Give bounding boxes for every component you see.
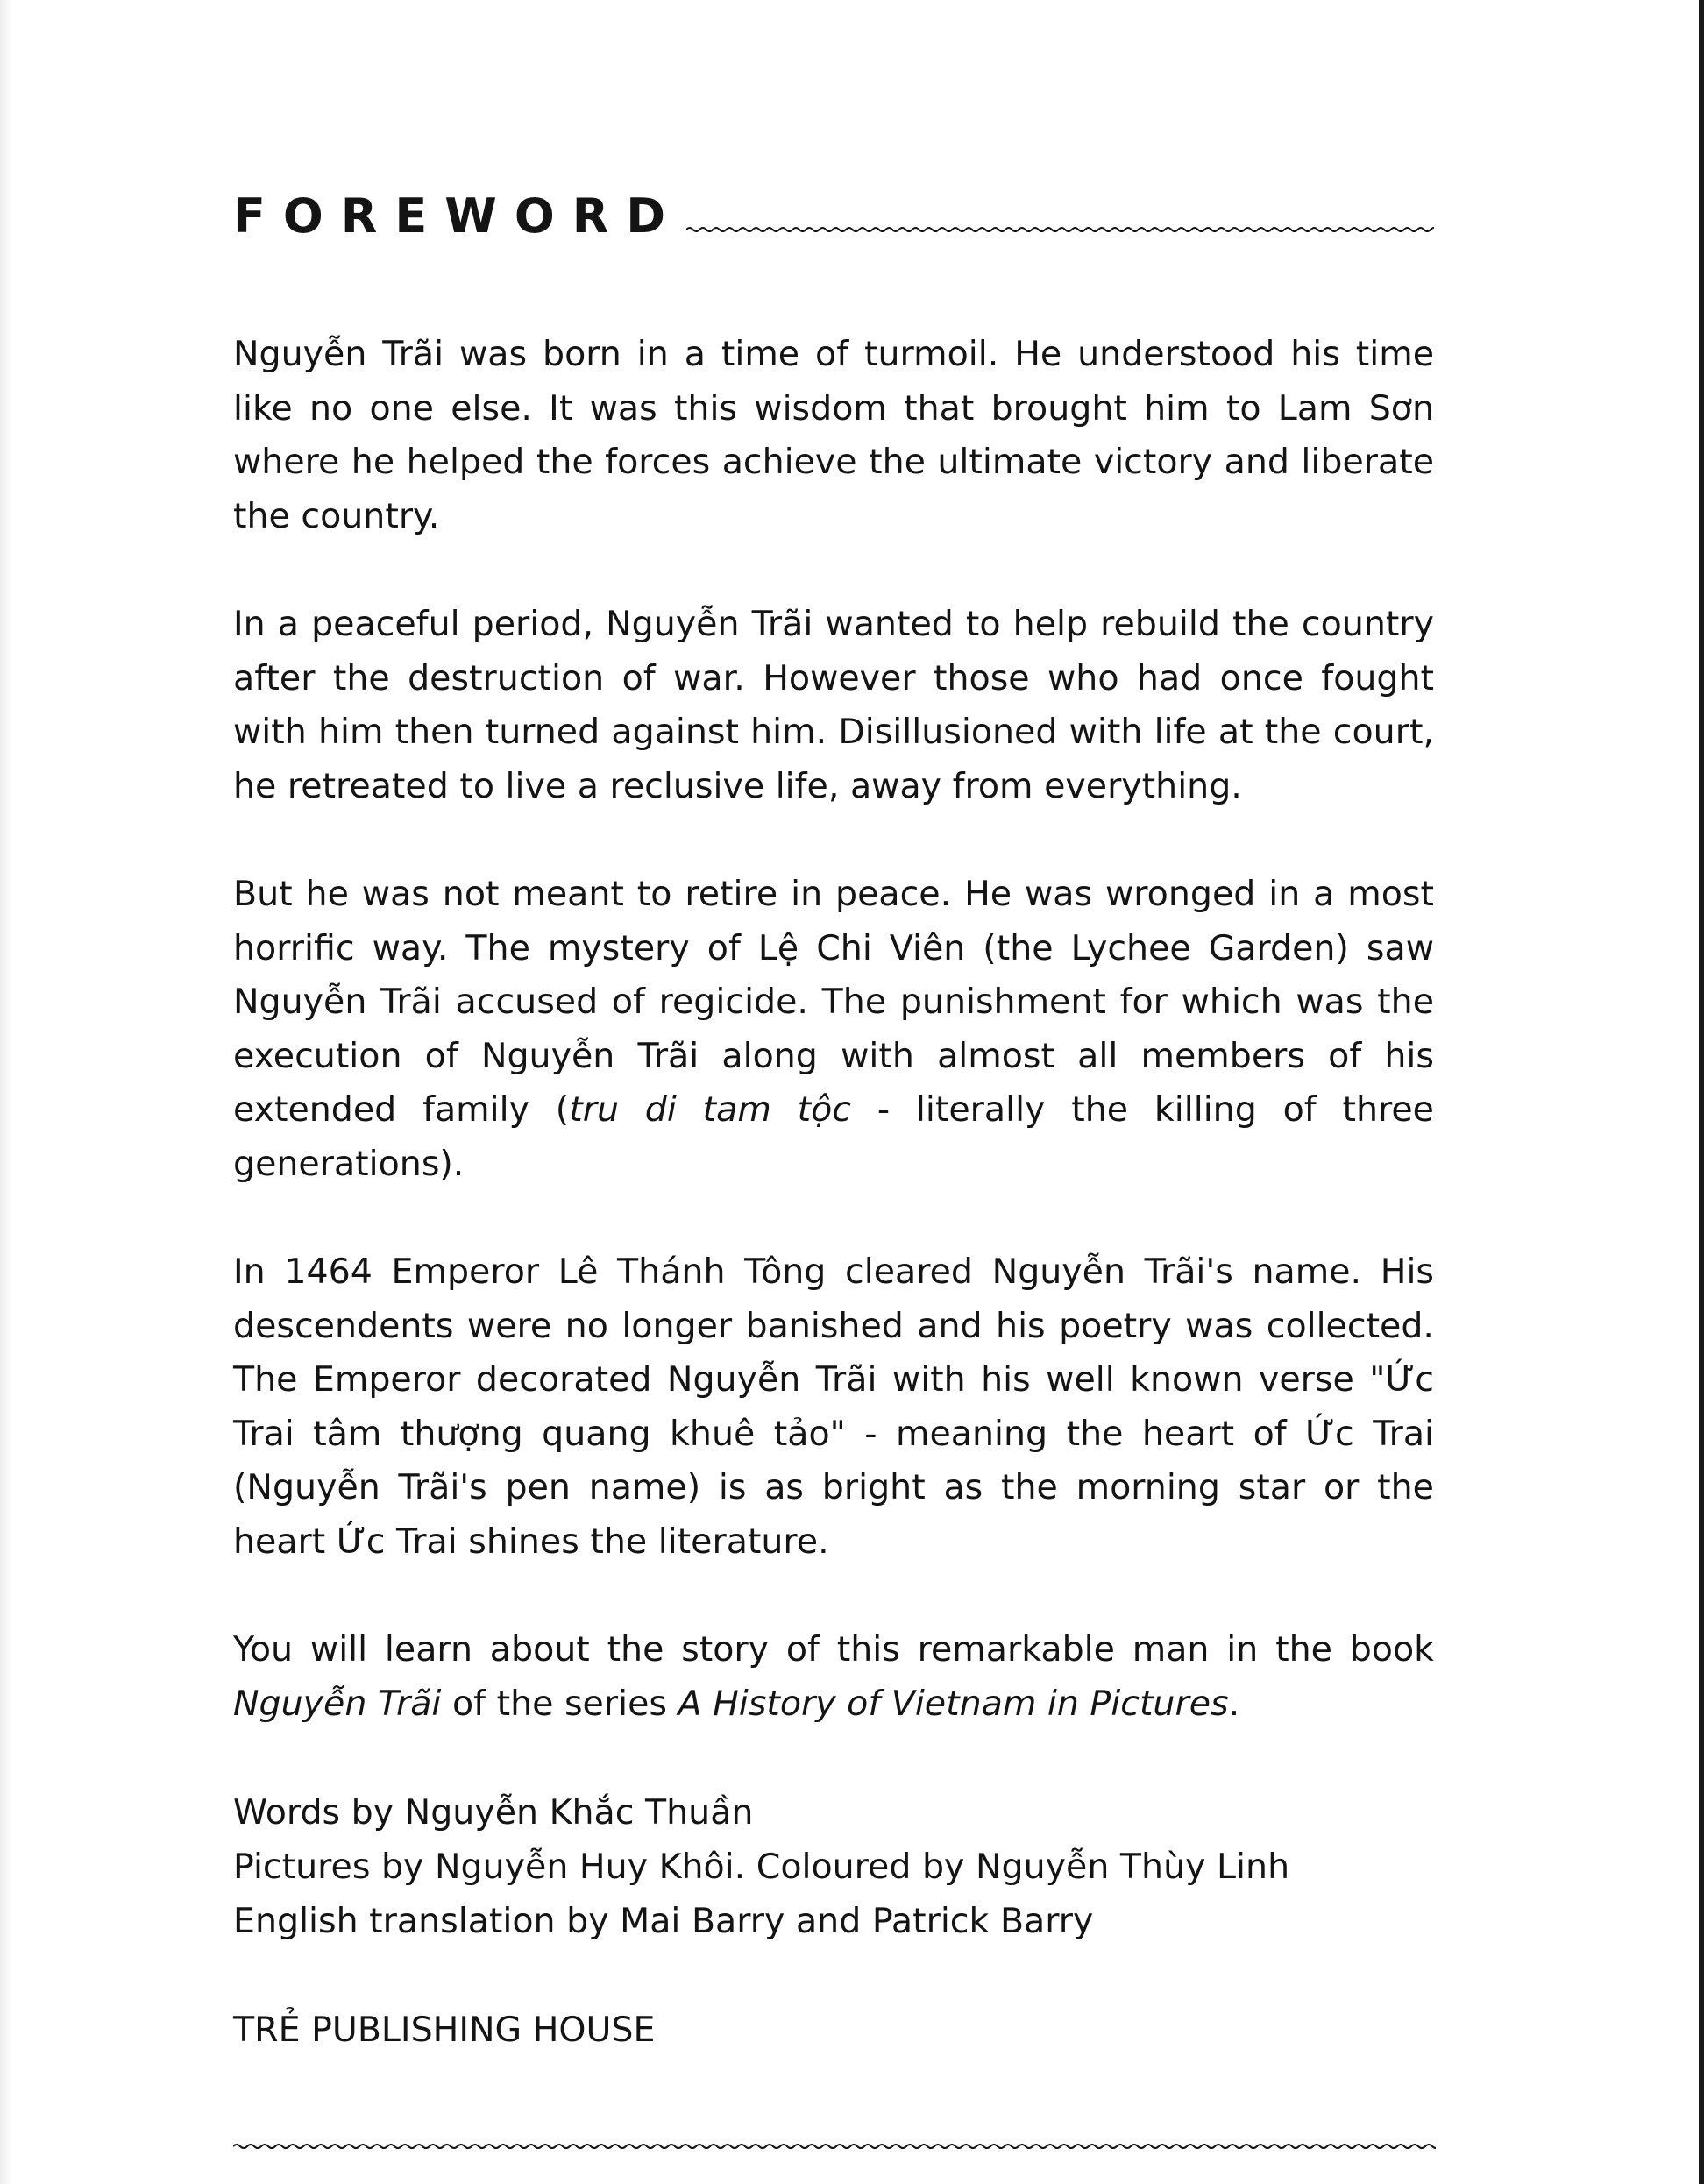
series-title: A History of Vietnam in Pictures (678, 1683, 1229, 1724)
credits-block (233, 1785, 1434, 1948)
heading-row (233, 167, 1434, 244)
credit-words: Words by Nguyễn Khắc Thuần (233, 1792, 754, 1833)
paragraph-5-text-c: . (1228, 1683, 1240, 1724)
paragraph-5-text-a: You will learn about the story of this remarkable man in the book (233, 1629, 1434, 1670)
paragraph-5 (233, 1623, 1434, 1731)
paragraph-2: In a peaceful period, Nguyễn Trãi wanted to help rebuild the country after the destruction of war. However those who had once fought with him then turned against him. Disillusioned with life at the court, he retreated to live a reclusive life, away from everything. (233, 604, 1434, 806)
paragraph-3-italic-term: tru di tam tộc (569, 1089, 852, 1130)
credit-translation: English translation by Mai Barry and Patrick Barry (233, 1901, 1094, 1941)
page-edge-shadow (0, 0, 12, 2184)
paragraph-1: Nguyễn Trãi was born in a time of turmoil. He understood his time like no one else. It was this wisdom that brought him to Lam Sơn where he helped the forces achieve the ultimate victory and liberate the country. (233, 334, 1434, 536)
heading-wavy-rule (686, 224, 1434, 235)
paragraph-4: In 1464 Emperor Lê Thánh Tông cleared Nguyễn Trãi's name. His descendents were no longer banished and his poetry was collected. The Emperor decorated Nguyễn Trãi with his well known verse "Ức Trai tâm thượng quang khuê tảo" - meaning the heart of Ức Trai (Nguyễn Trãi's pen name) is as bright as the morning star or the heart Ức Trai shines the literature. (233, 1252, 1434, 1562)
bottom-wavy-rule (233, 2141, 1436, 2152)
paragraph-3 (233, 868, 1434, 1191)
foreword-page (233, 167, 1434, 2152)
book-title: Nguyễn Trãi (233, 1683, 442, 1724)
page-edge-border (1699, 0, 1704, 2184)
paragraph-3-text-b: - literally the killing of three generations). (233, 1089, 1434, 1184)
paragraph-5-text-b: of the series (441, 1683, 678, 1724)
page-title: FOREWORD (233, 188, 684, 244)
publisher-name: TRẺ PUBLISHING HOUSE (233, 2010, 656, 2050)
paragraph-3-text-a: But he was not meant to retire in peace. He was wronged in a most horrific way. The mystery of Lệ Chi Viên (the Lychee Garden) saw Nguyễn Trãi accused of regicide. The punishment for which was the execution of Nguyễn Trãi along with almost all members of his extended family ( (233, 874, 1434, 1130)
credit-pictures: Pictures by Nguyễn Huy Khôi. Coloured by Nguyễn Thùy Linh (233, 1847, 1290, 1887)
